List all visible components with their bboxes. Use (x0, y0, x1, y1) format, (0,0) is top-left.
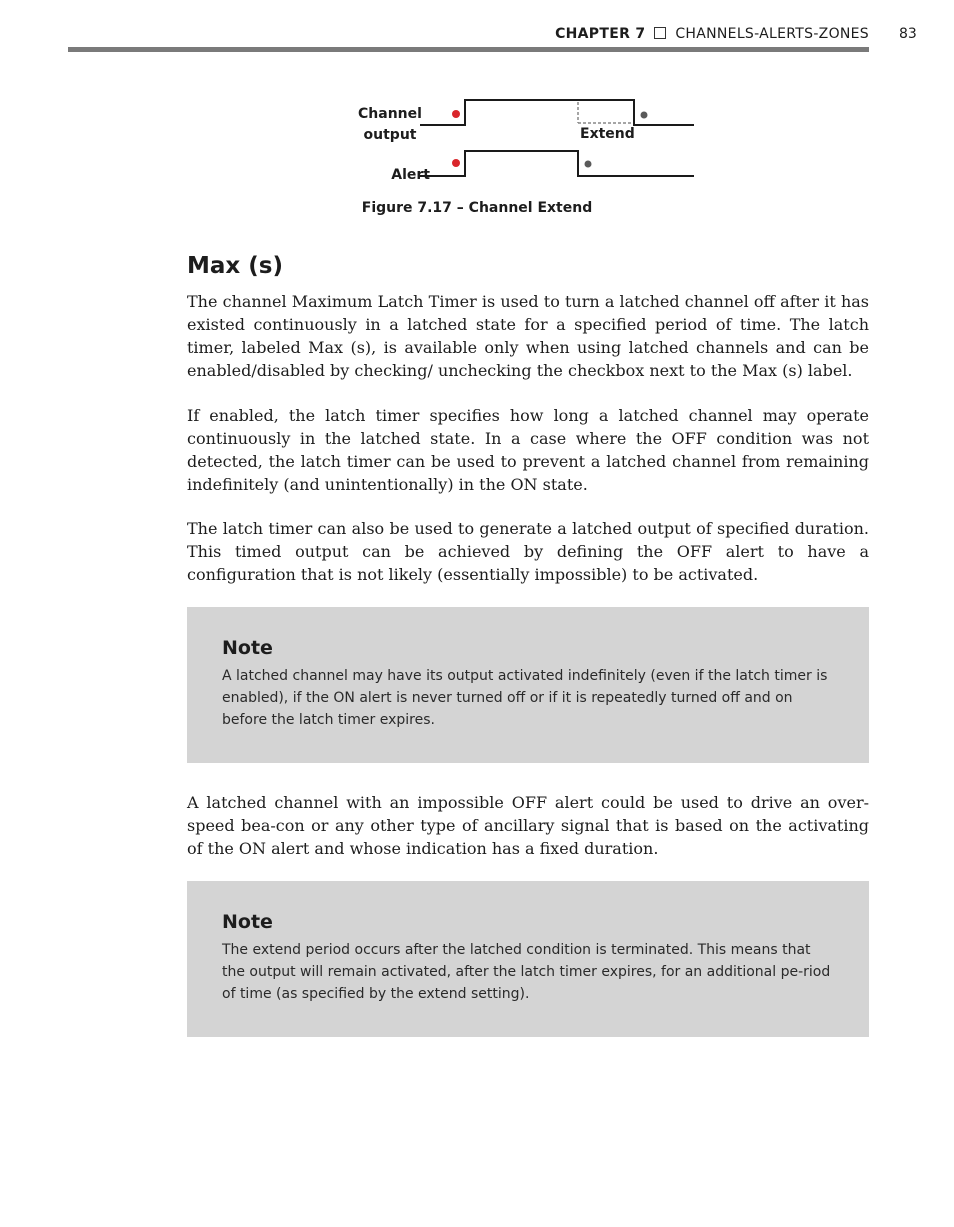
channel-extend-figure (340, 92, 720, 192)
channel-off-dot (641, 112, 648, 119)
extend-label: Extend (580, 126, 635, 142)
note-title: Note (222, 911, 273, 933)
channel-label-line2: output (363, 127, 417, 143)
alert-off-dot (585, 161, 592, 168)
running-head (555, 26, 869, 42)
figure-caption: Figure 7.17 – Channel Extend (361, 200, 593, 216)
paragraph-2: If enabled, the latch timer specifies how long a latched channel may operate continuously in the latched state. In a case where the OFF condition was not detected, the latch timer can be used to prevent a latched channel from remaining indefinitely (and unintentionally) in the ON state. (187, 406, 869, 494)
page-number: 83 (899, 26, 917, 42)
section-title: CHANNELS-ALERTS-ZONES (675, 26, 869, 42)
note-box-1 (187, 607, 869, 763)
chapter-label: CHAPTER 7 (555, 26, 646, 42)
timing-diagram (340, 92, 720, 192)
paragraph-3: The latch timer can also be used to generate a latched output of specified duration. This timed output can be achieved by defining the OFF alert to have a configuration that is not likely (essentially impossible) to be activated. (187, 519, 869, 584)
note-box-2 (187, 881, 869, 1037)
channel-on-dot (452, 110, 460, 118)
paragraph-1: The channel Maximum Latch Timer is used to turn a latched channel off after it has existed continuously in a latched state for a specified period of time. The latch timer, labeled Max (s), is available only when using latched channels and can be enabled/disabled by checking/ unchecking the checkbox next to the Max (s) label. (187, 292, 869, 380)
note-text: The extend period occurs after the latched condition is terminated. This means that the output will remain activated, after the latch timer expires, for an additional pe-riod of time (as specified by the extend setting). (222, 942, 831, 1002)
header-rule (68, 47, 869, 52)
note-title: Note (222, 637, 273, 659)
alert-on-dot (452, 159, 460, 167)
alert-waveform (420, 151, 694, 176)
paragraph-4: A latched channel with an impossible OFF alert could be used to drive an over-speed bea-con or any other type of ancillary signal that is based on the activating of the ON alert and whose indication has a fixed duration. (187, 793, 869, 858)
section-heading: Max (s) (187, 253, 283, 279)
note-text: A latched channel may have its output activated indefinitely (even if the latch timer is enabled), if the ON alert is never turned off or if it is repeatedly turned off and on before the latch timer expires. (222, 668, 828, 728)
page-header (68, 26, 869, 48)
alert-label: Alert (391, 167, 430, 183)
channel-output-waveform (420, 100, 694, 125)
channel-label-line1: Channel (358, 106, 422, 122)
separator-box-icon (654, 27, 666, 39)
